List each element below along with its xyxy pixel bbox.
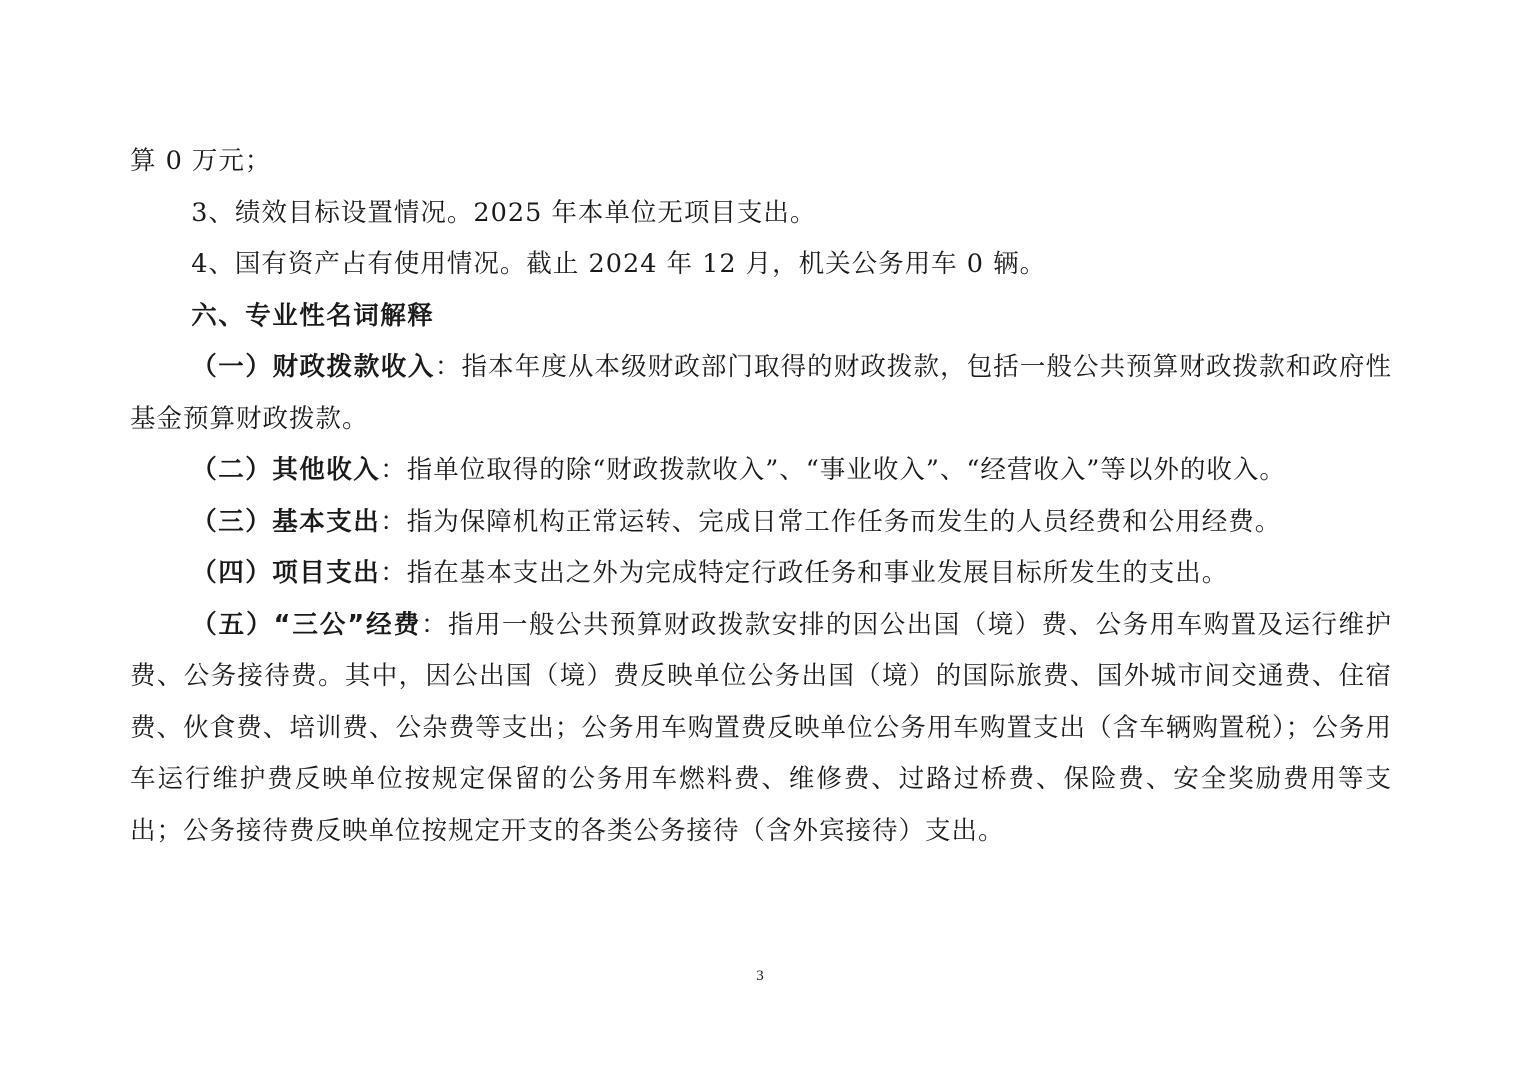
definition-term: （二）其他收入: [191, 455, 381, 485]
definition-project-expenditure: [130, 548, 1392, 600]
document-body: [130, 136, 1392, 857]
definition-body: ：指用一般公共预算财政拨款安排的因公出国（境）费、公务用车购置及运行维护费、公务接待费。其中，因公出国（境）费反映单位公务出国（境）的国际旅费、国外城市间交通费、住宿费、伙食费、培训费、公杂费等支出；公务用车购置费反映单位公务用车购置支出（含车辆购置税）；公务用车运行维护费反映单位按规定保留的公务用车燃料费、维修费、过路过桥费、保险费、安全奖励费用等支出；公务接待费反映单位按规定开支的各类公务接待（含外宾接待）支出。: [130, 609, 1392, 846]
definition-basic-expenditure: [130, 497, 1392, 549]
definition-term: （五）“三公”经费: [191, 609, 422, 640]
definition-term: （三）基本支出: [191, 506, 381, 537]
definition-body: ：指为保障机构正常运转、完成日常工作任务而发生的人员经费和公用经费。: [380, 506, 1282, 537]
definition-body: ：指本年度从本级财政部门取得的财政拨款，包括一般公共预算财政拨款和政府性基金预算财政拨款。: [130, 352, 1392, 434]
definition-term: （一）财政拨款收入: [191, 352, 435, 382]
paragraph-state-assets: 4、国有资产占有使用情况。截止 2024 年 12 月，机关公务用车 0 辆。: [191, 249, 1047, 279]
page-number: 3: [756, 968, 764, 984]
definition-fiscal-appropriation: [130, 342, 1392, 445]
definition-three-public-expenses: [130, 600, 1392, 858]
paragraph-budget-continuation: 算 0 万元；: [130, 146, 272, 176]
definition-body: ：指在基本支出之外为完成特定行政任务和事业发展目标所发生的支出。: [380, 558, 1229, 588]
definition-body: ：指单位取得的除“财政拨款收入”、“事业收入”、“经营收入”等以外的收入。: [380, 455, 1286, 485]
section-heading-terms: 六、专业性名词解释: [191, 300, 435, 331]
definition-term: （四）项目支出: [191, 558, 381, 588]
definition-other-income: [130, 445, 1392, 497]
paragraph-performance-goals: 3、绩效目标设置情况。2025 年本单位无项目支出。: [191, 197, 817, 228]
